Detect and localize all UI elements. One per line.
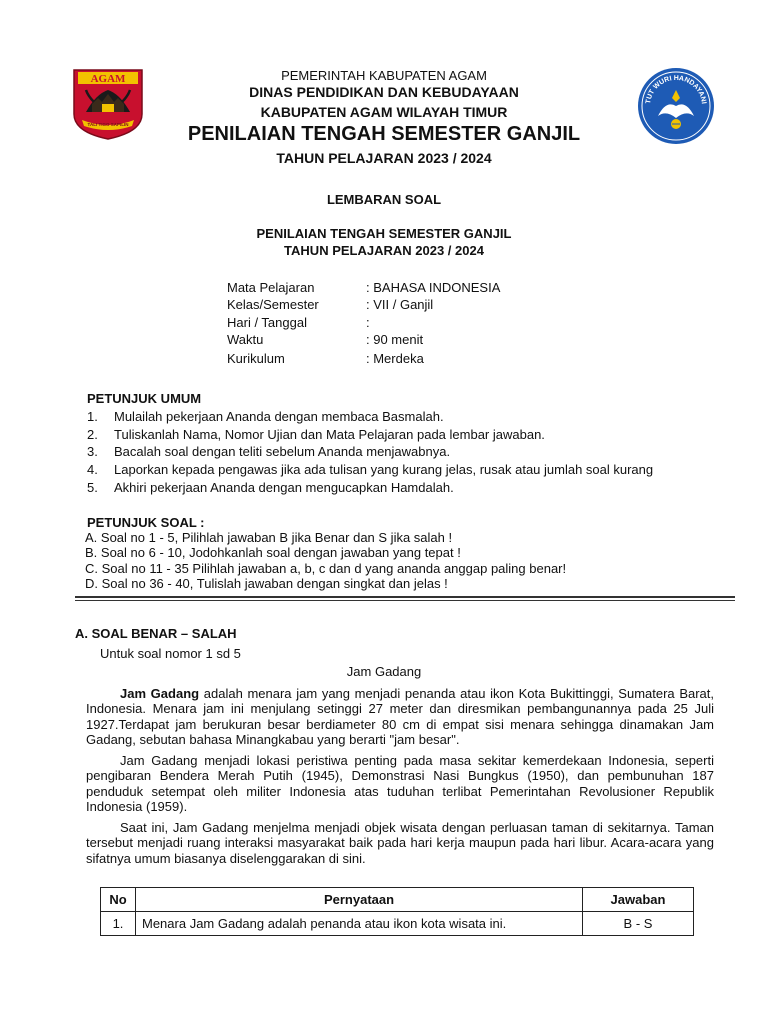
meta-label: Kelas/Semester — [227, 297, 319, 312]
general-instructions-heading: PETUNJUK UMUM — [87, 391, 202, 406]
section-a-note: Untuk soal nomor 1 sd 5 — [100, 646, 241, 661]
list-item: D. Soal no 36 - 40, Tulislah jawaban dengan singkat dan jelas ! — [85, 576, 448, 591]
sheet-subtitle: PENILAIAN TENGAH SEMESTER GANJIL — [256, 226, 512, 241]
row-number: 1. — [101, 912, 136, 936]
list-number: 5. — [87, 480, 98, 495]
list-item: C. Soal no 11 - 35 Pilihlah jawaban a, b, c dan d yang ananda anggap paling benar! — [85, 561, 567, 576]
tut-wuri-handayani-text: TUT WURI HANDAYANI — [645, 74, 707, 105]
agam-logo-motto: TALI TIGO SAPILIN — [87, 122, 129, 127]
list-item: B. Soal no 6 - 10, Jodohkanlah soal dengan jawaban yang tepat ! — [85, 545, 461, 560]
row-answer: B - S — [583, 912, 694, 936]
sheet-title: LEMBARAN SOAL — [326, 192, 442, 207]
list-number: 2. — [87, 427, 98, 442]
divider-line — [75, 596, 735, 598]
list-item: Mulailah pekerjaan Ananda dengan membaca Basmalah. — [114, 409, 444, 424]
passage-bold-term: Jam Gadang — [120, 686, 200, 701]
exam-title: PENILAIAN TENGAH SEMESTER GANJIL — [187, 123, 581, 145]
list-item: Tuliskanlah Nama, Nomor Ujian dan Mata Pelajaran pada lembar jawaban. — [114, 427, 545, 442]
list-item: Laporkan kepada pengawas jika ada tulisan yang kurang jelas, rusak atau jumlah soal kurang — [114, 462, 654, 477]
meta-value: : Merdeka — [366, 351, 424, 366]
meta-label: Mata Pelajaran — [227, 280, 315, 295]
question-table — [100, 887, 694, 936]
divider-line — [75, 600, 735, 601]
column-header-statement: Pernyataan — [136, 888, 583, 912]
agam-logo-text: AGAM — [90, 73, 126, 85]
region-line: KABUPATEN AGAM WILAYAH TIMUR — [260, 104, 508, 120]
list-number: 4. — [87, 462, 98, 477]
government-line: PEMERINTAH KABUPATEN AGAM — [281, 68, 487, 83]
list-item: A. Soal no 1 - 5, Pilihlah jawaban B jika Benar dan S jika salah ! — [85, 530, 453, 545]
sheet-year: TAHUN PELAJARAN 2023 / 2024 — [284, 243, 484, 258]
list-item: Bacalah soal dengan teliti sebelum Ananda menjawabnya. — [114, 444, 451, 459]
question-instructions-heading: PETUNJUK SOAL : — [87, 515, 205, 530]
list-item: Akhiri pekerjaan Ananda dengan mengucapkan Hamdalah. — [114, 480, 454, 495]
passage-title: Jam Gadang — [346, 664, 422, 679]
column-header-answer: Jawaban — [583, 888, 694, 912]
meta-label: Waktu — [227, 332, 264, 347]
table-header-row — [101, 888, 694, 912]
passage-paragraph — [86, 686, 714, 747]
meta-value: : — [366, 315, 370, 330]
meta-value: : VII / Ganjil — [366, 297, 434, 312]
row-statement: Menara Jam Gadang adalah penanda atau ikon kota wisata ini. — [136, 912, 583, 936]
passage-text: adalah menara jam yang menjadi penanda atau ikon Kota Bukittinggi, Sumatera Barat, Indonesia. Menara jam ini menjulang setinggi 27 meter dan diresmikan pembangunannya pada 25 Juli 1927.Terdapat jam berukuran besar berdiameter 80 cm di empat sisi menara sehingga dinamakan Jam Gadang, sebutan bahasa Minangkabau yang berarti "jam besar". — [86, 686, 715, 747]
academic-year: TAHUN PELAJARAN 2023 / 2024 — [276, 150, 492, 166]
meta-label: Hari / Tanggal — [227, 315, 307, 330]
section-a-heading: A. SOAL BENAR – SALAH — [75, 626, 237, 641]
department-line: DINAS PENDIDIKAN DAN KEBUDAYAAN — [249, 84, 519, 100]
passage-paragraph: Jam Gadang menjadi lokasi peristiwa penting pada masa sekitar kemerdekaan Indonesia, seperti pengibaran Bendera Merah Putih (1945), Demonstrasi Nasi Bungkus (1950), dan pembunuhan 187 penduduk setempat oleh militer Indonesia atas tuduhan terlibat Pemerintahan Revolusioner Republik Indonesia (1959). — [86, 753, 714, 814]
column-header-no: No — [101, 888, 136, 912]
passage-paragraph: Saat ini, Jam Gadang menjelma menjadi objek wisata dengan perluasan taman di sekitarnya. Taman tersebut menjadi ruang interaksi masyarakat baik pada hari kerja maupun pada hari libur. Acara-acara yang sifatnya umum biasanya diselenggarakan di sini. — [86, 820, 714, 866]
list-number: 3. — [87, 444, 98, 459]
meta-label: Kurikulum — [227, 351, 285, 366]
table-row — [101, 912, 694, 936]
list-number: 1. — [87, 409, 98, 424]
meta-value: : 90 menit — [366, 332, 424, 347]
meta-value: : BAHASA INDONESIA — [366, 280, 501, 295]
